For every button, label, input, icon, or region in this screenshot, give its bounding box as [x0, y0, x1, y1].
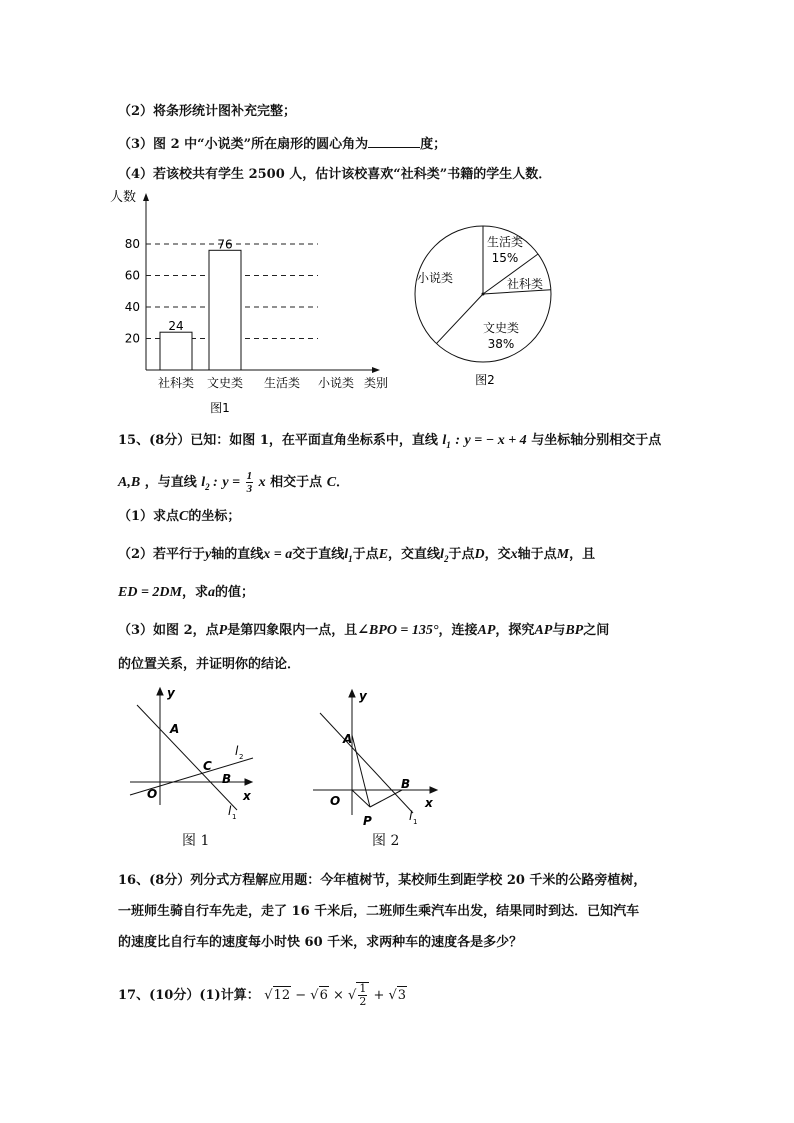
- q15-intro-end: 与坐标轴分别相交于点: [531, 433, 662, 448]
- bar-value-label-1: 76: [217, 237, 233, 252]
- fig2-label-x: x: [425, 796, 433, 810]
- bar-0: [160, 332, 192, 370]
- half-num: 1: [359, 982, 367, 995]
- bar-chart-title: 图1: [210, 401, 230, 415]
- s2-mid6: ，交: [484, 547, 511, 562]
- q17-calc-label: 计算：: [220, 988, 260, 1003]
- fig2-segment-ap: [352, 735, 370, 807]
- times-sign: ×: [332, 988, 344, 1003]
- s3-mid4: 与: [552, 623, 566, 638]
- sqrt-half: [356, 982, 369, 1008]
- bar-ytick-80: 80: [124, 237, 140, 251]
- q15-intro: 15、(8分）已知：如图 1，在平面直角坐标系中，直线: [118, 433, 438, 448]
- sqrt-12: 12: [273, 988, 291, 1003]
- s2-mid5: 于点: [448, 547, 475, 562]
- fig1-label-x: x: [243, 789, 251, 803]
- s2-mid7: 轴于点: [517, 547, 557, 562]
- s3-ap: AP: [477, 623, 496, 638]
- q15-line2: [118, 470, 349, 496]
- bar-ytick-20: 20: [124, 331, 140, 346]
- minus-sign: −: [295, 988, 307, 1003]
- fig1-label-c: C: [203, 759, 212, 773]
- sqrt-6: 6: [319, 988, 328, 1003]
- s2-m: M: [556, 547, 570, 562]
- frac-half: [358, 983, 367, 1008]
- fig1-label-b: B: [222, 772, 232, 786]
- s1-point-c: C: [179, 509, 189, 524]
- pie-center: [482, 293, 485, 296]
- q16-line3: 的速度比自行车的速度每小时快 60 千米，求两种车的速度各是多少？: [118, 935, 523, 950]
- fig2-segment-pb: [370, 790, 402, 807]
- q16-line2: 一班师生骑自行车先走，走了 16 千米后，二班师生乘汽车出发，结果同时到达．已知汽车: [118, 904, 640, 919]
- q17-expression: √12 − √6 × √ $\frac{1}{2}$ + √3: [264, 982, 407, 1008]
- pie-chart: [405, 218, 585, 418]
- s1-post: 的坐标；: [188, 509, 241, 524]
- fig2-label-y: y: [359, 689, 367, 703]
- pie-pct-0: 15%: [491, 251, 519, 265]
- s3-p: P: [218, 623, 228, 638]
- fig2-label-l1: l: [409, 809, 413, 823]
- sqrt-3: 3: [397, 988, 407, 1003]
- s1-text: （1）求点: [118, 509, 180, 524]
- l1-equation: y = − x + 4: [464, 433, 527, 448]
- plus-sign: +: [373, 988, 385, 1003]
- s2-mid4: ，交直线: [388, 547, 441, 562]
- bar-xlabel: 类别: [363, 376, 389, 390]
- s2-l1: $l_1$: [344, 547, 353, 564]
- q14-item2: （2）将条形统计图补充完整；: [118, 104, 297, 119]
- q17-line: [118, 982, 407, 1008]
- s2-e: E: [378, 547, 389, 562]
- q15-s3-cont: 的位置关系，并证明你的结论．: [118, 657, 301, 672]
- fig1-caption: 图 1: [182, 833, 210, 849]
- s3-mid1: 是第四象限内一点，且: [227, 623, 358, 638]
- l2-symbol: $l_2$ :: [201, 475, 218, 492]
- q14-item3: [118, 135, 446, 154]
- s2-mid3: 于点: [352, 547, 379, 562]
- s3-bp: BP: [565, 623, 584, 638]
- geometry-figure-2: [305, 685, 455, 845]
- s2-last: 的值；: [215, 585, 255, 600]
- bar-x-arrow: [372, 367, 380, 373]
- fig2-caption: 图 2: [372, 833, 400, 849]
- fig2-y-arrow: [349, 690, 355, 697]
- s3-ap2: AP: [534, 623, 553, 638]
- bar-ylabel: 人数: [110, 190, 137, 205]
- q14-item3-unit: 度；: [420, 137, 447, 152]
- s3-mid2: ，连接: [438, 623, 478, 638]
- fig1-label-o: O: [147, 787, 158, 801]
- q15-s1: [118, 508, 240, 526]
- q15-line2-mid: ，与直线: [144, 475, 197, 490]
- frac-num: 1: [246, 470, 253, 482]
- period: ．: [336, 475, 350, 490]
- s2-eq2: ED = 2DM: [118, 585, 182, 600]
- bar-category-1: 文史类: [206, 376, 244, 390]
- s2-eq2-post: ，求: [181, 585, 208, 600]
- bar-chart: [108, 185, 408, 415]
- fig1-label-l2: l: [235, 744, 239, 758]
- fig1-sub-l2: 2: [239, 753, 244, 761]
- fig1-label-l1: l: [228, 804, 232, 818]
- fig1-y-arrow: [157, 688, 163, 695]
- fig2-label-o: O: [330, 794, 341, 808]
- bar-category-2: 生活类: [263, 376, 301, 390]
- s2-x: x: [510, 547, 518, 562]
- s2-d: D: [474, 547, 485, 562]
- l1-symbol: $l_1$: [442, 433, 451, 450]
- s2-mid2: 交于直线: [292, 547, 345, 562]
- bar-value-label-0: 24: [168, 319, 184, 334]
- bar-category-3: 小说类: [317, 376, 355, 390]
- fig1-x-arrow: [245, 779, 252, 785]
- l2-eq-y: y =: [222, 475, 241, 490]
- s2-mid1: 轴的直线: [211, 547, 264, 562]
- fig2-label-b: B: [401, 777, 411, 791]
- bar-1: [209, 250, 241, 370]
- s2-pre: （2）若平行于: [118, 547, 206, 562]
- bar-y-arrow: [143, 193, 149, 201]
- s3-angle: ∠BPO = 135°: [357, 623, 439, 638]
- fig1-label-a: A: [170, 722, 180, 736]
- point-c: C: [326, 475, 337, 490]
- pie-label-2: 文史类: [482, 321, 520, 335]
- s2-end: ，且: [569, 547, 596, 562]
- s2-a: a: [208, 585, 215, 600]
- bar-category-0: 社科类: [157, 376, 195, 390]
- l2-eq-x: x: [258, 475, 266, 490]
- pie-label-3: 小说类: [416, 271, 454, 285]
- pie-chart-title: 图2: [475, 373, 495, 387]
- q15-line1: [118, 432, 661, 454]
- q16-line1: 16、(8分）列分式方程解应用题：今年植树节，某校师生到距学校 20 千米的公路旁植树，: [118, 873, 647, 888]
- pie-label-0: 生活类: [486, 235, 524, 249]
- points-ab: A,B: [118, 475, 141, 490]
- fig1-sub-l1: 1: [232, 813, 237, 821]
- q15-s2: [118, 546, 595, 568]
- s2-l2: $l_2$: [440, 547, 449, 564]
- fig2-sub-l1: 1: [413, 818, 418, 826]
- fig1-label-y: y: [167, 686, 175, 700]
- fraction-one-third: [246, 470, 254, 495]
- q17-number: 17、(10分）: [118, 988, 200, 1003]
- pie-pct-2: 38%: [487, 337, 515, 351]
- fig2-label-a: A: [343, 732, 353, 746]
- answer-blank: [368, 135, 420, 148]
- half-den: 2: [359, 995, 367, 1008]
- geometry-figure-1: [125, 685, 275, 845]
- colon: :: [455, 433, 460, 448]
- pie-label-1: 社科类: [506, 277, 544, 291]
- s3-mid3: ，探究: [495, 623, 535, 638]
- q15-s3: [118, 622, 609, 640]
- q15-line2-post: 相交于点: [270, 475, 323, 490]
- bar-ytick-40: 40: [124, 300, 140, 314]
- q14-item3-text: （3）图 2 中“小说类”所在扇形的圆心角为: [118, 137, 369, 152]
- fig2-x-arrow: [430, 787, 437, 793]
- s2-eq: x = a: [263, 547, 293, 562]
- frac-den: 3: [246, 483, 253, 495]
- fig2-segment-op: [352, 790, 370, 807]
- s3-pre: （3）如图 2，点: [118, 623, 219, 638]
- q15-s2-cont: [118, 584, 254, 602]
- fig2-label-p: P: [363, 814, 372, 828]
- s2-y: y: [205, 547, 212, 562]
- q14-item4: （4）若该校共有学生 2500 人，估计该校喜欢“社科类”书籍的学生人数．: [118, 167, 552, 182]
- q17-part: (1): [199, 988, 221, 1003]
- bar-ytick-60: 60: [124, 268, 140, 283]
- s3-mid5: 之间: [583, 623, 610, 638]
